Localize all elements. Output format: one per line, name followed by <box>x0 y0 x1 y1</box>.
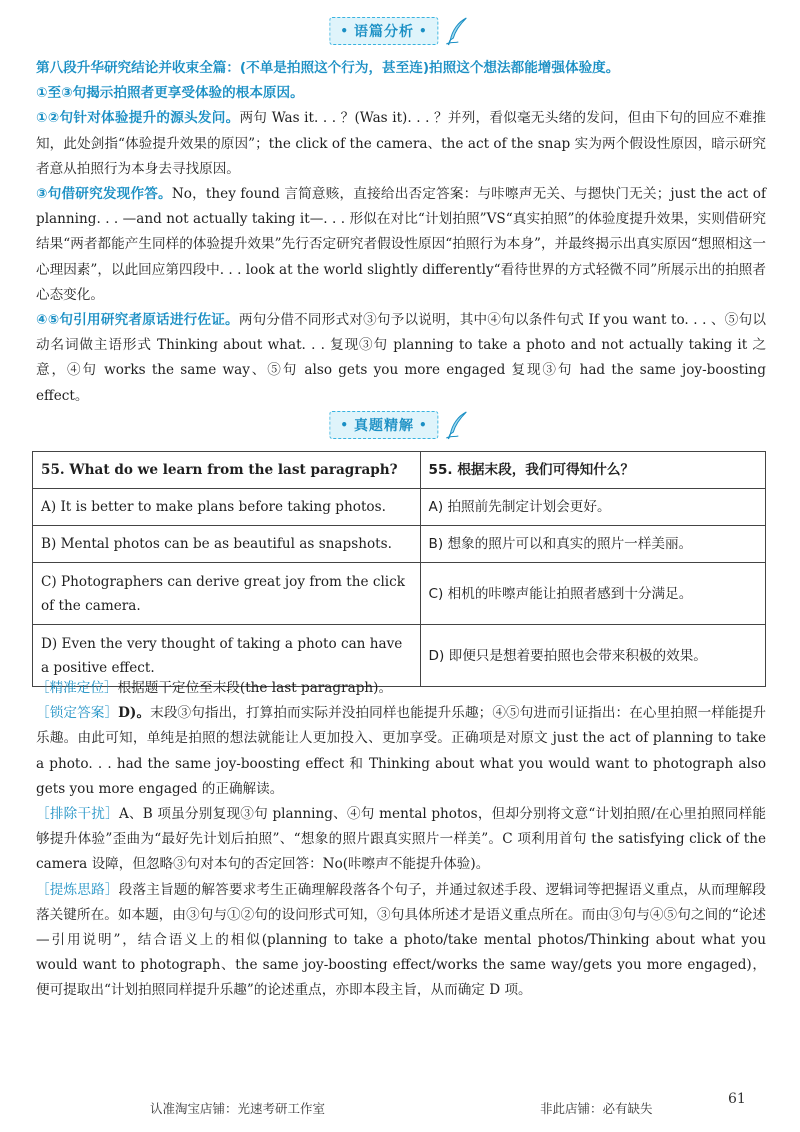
explain-answer <box>36 701 766 802</box>
explain-exclude <box>36 802 766 878</box>
footer-left-note: 认准淘宝店铺：光速考研工作室 <box>150 1101 326 1116</box>
table-row <box>33 489 766 526</box>
analysis-text <box>36 56 766 409</box>
section-title-box <box>329 411 438 439</box>
table-row <box>33 563 766 625</box>
option-d-en: D) Even the very thought of taking a photo can have a positive effect. <box>33 625 421 687</box>
option-b-en: B) Mental photos can be as beautiful as snapshots. <box>33 526 421 563</box>
option-c-en: C) Photographers can derive great joy from the click of the camera. <box>33 563 421 625</box>
option-c-zh: C) 相机的咔嚓声能让拍照者感到十分满足。 <box>420 563 765 625</box>
table-row <box>33 526 766 563</box>
locate-body: 根据题干定位至末段(the last paragraph)。 <box>117 680 393 696</box>
question-stem-zh: 55. 根据末段，我们可得知什么？ <box>420 452 765 489</box>
option-a-en: A) It is better to make plans before taking photos. <box>33 489 421 526</box>
answer-letter: D)。 <box>118 705 151 722</box>
option-b-zh: B) 想象的照片可以和真实的照片一样美丽。 <box>420 526 765 563</box>
bullet-dot: • <box>340 418 349 432</box>
exclude-tag: ［排除干扰］ <box>36 806 119 823</box>
p3-body: 两句 Was it. . . ？(Was it). . . ？并列，看似毫无头绪的发问，但由下句的回应不难推知，此处剑指“体验提升效果的原因”；the click of the camera、the act of the snap 实为两个假设性原因，暗示研究者意从拍照行为本身去寻找原因。 <box>36 110 766 177</box>
option-d-zh: D) 即便只是想着要拍照也会带来积极的效果。 <box>420 625 765 687</box>
bullet-dot: • <box>340 24 349 38</box>
p5-body: 两句分借不同形式对③句予以说明，其中④句以条件句式 If you want to. . . 、⑤句以动名词做主语形式 Thinking about what. . . 复现③句 planning to take a photo and not actually taking it 之意，④句 works the same way、⑤句 also gets you more engaged 复现③句 had the same joy-boosting effect。 <box>36 312 766 404</box>
analysis-p5 <box>36 308 766 409</box>
bullet-dot: • <box>419 418 428 432</box>
section-title: 真题精解 <box>354 418 414 434</box>
skill-tag: ［提炼思路］ <box>36 881 119 898</box>
p4-body: No，they found 言简意赅，直接给出否定答案：与咔嚓声无关、与摁快门无关；just the act of planning. . . —and not actually taking it—. . . 形似在对比“计划拍照”VS“真实拍照”的体验度提升效果，实则借研究结果“两者都能产生同样的体验提升效果”先行否定研究者假设性原因“拍照行为本身”，并最终揭示出真实原因“想照相这一心理因素”，以此回应第四段中. . . look at the world slightly differently“看待世界的方式轻微不同”所展示出的拍照者心态变化。 <box>36 186 766 303</box>
p2-lead: ①至③句揭示拍照者更享受体验的根本原因。 <box>36 85 304 102</box>
analysis-p4 <box>36 182 766 308</box>
explain-locate <box>36 676 766 701</box>
skill-body: 段落主旨题的解答要求考生正确理解段落各个句子，并通过叙述手段、逻辑词等把握语义重点，从而理解段落关键所在。如本题，由③句与①②句的设问形式可知，③句具体所述才是语义重点所在。而由③句与④⑤句之间的“论述—引用说明”，结合语义上的相似(planning to take a photo/take mental photos/Thinking about what you would want to photograph、the same joy-boosting effect/works the same way/gets you more engaged)，便可提取出“计划拍照同样提升乐趣”的论述重点，亦即本段主旨，从而确定 D 项。 <box>36 881 767 999</box>
p5-lead: ④⑤句引用研究者原话进行佐证。 <box>36 312 239 329</box>
page-number: 61 <box>728 1091 746 1107</box>
section-header-analysis <box>329 16 470 46</box>
question-table <box>32 451 766 687</box>
explain-skill <box>36 878 766 1004</box>
analysis-p1 <box>36 56 766 81</box>
analysis-p2 <box>36 81 766 106</box>
question-stem-en: 55. What do we learn from the last paragraph? <box>33 452 421 489</box>
section-header-solution <box>329 410 470 440</box>
p1-lead: 第八段升华研究结论并收束全篇：(不单是拍照这个行为，甚至连)拍照这个想法都能增强体验度。 <box>36 60 620 76</box>
analysis-p3 <box>36 106 766 182</box>
section-title-box <box>329 17 438 45</box>
option-a-zh: A) 拍照前先制定计划会更好。 <box>420 489 765 526</box>
answer-tag: ［锁定答案］ <box>36 705 119 722</box>
section-title: 语篇分析 <box>354 24 414 40</box>
bullet-dot: • <box>419 24 428 38</box>
quill-pen-icon <box>445 410 471 440</box>
footer-right-note: 非此店铺：必有缺失 <box>540 1101 653 1116</box>
exclude-body: A、B 项虽分别复现③句 planning、④句 mental photos，但却分别将文意“计划拍照/在心里拍照同样能够提升体验”歪曲为“最好先计划后拍照”、“想象的照片跟真实照片一样美”。C 项利用首句 the satisfying click of the camera 设障，但忽略③句对本句的否定回答：No(咔嚓声不能提升体验)。 <box>36 806 766 873</box>
table-row <box>33 452 766 489</box>
quill-pen-icon <box>445 16 471 46</box>
explanation-text <box>36 676 766 1004</box>
p4-lead: ③句借研究发现作答。 <box>36 186 172 203</box>
locate-tag: ［精准定位］ <box>36 680 118 696</box>
answer-body: 末段③句指出，打算拍而实际并没拍同样也能提升乐趣；④⑤句进而引证指出：在心里拍照一样能提升乐趣。由此可知，单纯是拍照的想法就能让人更加投入、更加享受。正确项是对原文 just the act of planning to take a photo. . . had the same joy-boosting effect 和 Thinking about what you would want to photograph also gets you more engaged 的正确解读。 <box>36 705 767 797</box>
p3-lead: ①②句针对体验提升的源头发问。 <box>36 110 240 127</box>
